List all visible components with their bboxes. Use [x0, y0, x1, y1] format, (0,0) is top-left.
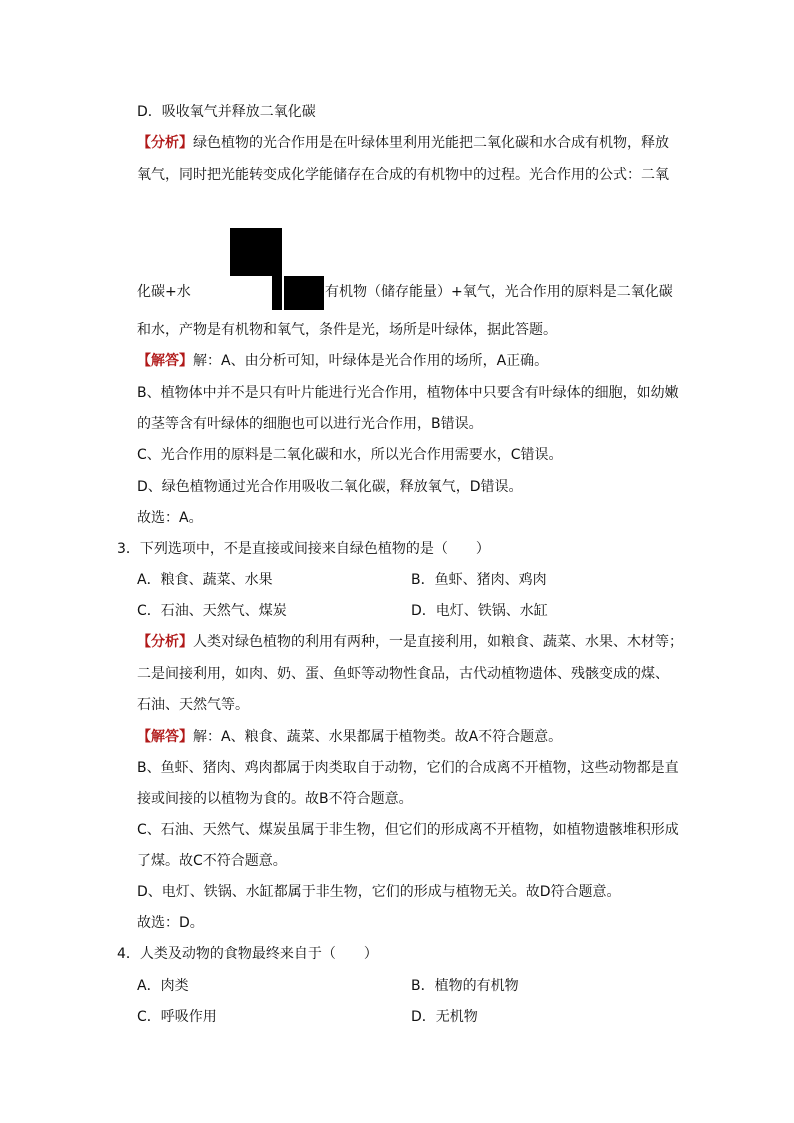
q3-answer-line-2: B、鱼虾、猪肉、鸡肉都属于肉类取自于动物，它们的合成离不开植物，这些动物都是直 [137, 760, 679, 776]
q3-answer-line-5: 了煤。故C不符合题意。 [137, 853, 287, 869]
q2-answer-line-5: D、绿色植物通过光合作用吸收二氧化碳，释放氧气，D错误。 [137, 479, 523, 495]
q3-analysis-line-3: 石油、天然气等。 [137, 697, 249, 713]
q3-analysis-line-2: 二是间接利用，如肉、奶、蛋、鱼虾等动物性食品，古代动植物遗体、残骸变成的煤、 [137, 666, 669, 682]
q4-stem: 4．人类及动物的食物最终来自于（ ） [117, 946, 378, 962]
answer-tag: 【解答】 [137, 353, 193, 369]
q2-analysis-line-2: 氧气，同时把光能转变成化学能储存在合成的有机物中的过程。光合作用的公式：二氧 [137, 167, 669, 183]
q2-answer-line-1 [137, 351, 548, 371]
q2-analysis-text-1: 绿色植物的光合作用是在叶绿体里利用光能把二氧化碳和水合成有机物，释放 [193, 135, 669, 151]
analysis-tag: 【分析】 [137, 634, 193, 650]
q3-answer-line-7: 故选：D。 [137, 915, 204, 931]
q2-analysis-line-4: 和水，产物是有机物和氧气，条件是光，场所是叶绿体，据此答题。 [137, 322, 557, 338]
q4-option-c: C．呼吸作用 [137, 1009, 217, 1025]
q3-option-a: A．粮食、蔬菜、水果 [137, 572, 273, 588]
q3-option-d: D．电灯、铁锅、水缸 [411, 603, 548, 619]
q3-option-c: C．石油、天然气、煤炭 [137, 603, 287, 619]
q2-answer-text-1: 解：A、由分析可知，叶绿体是光合作用的场所，A正确。 [193, 353, 549, 369]
q3-answer-line-4: C、石油、天然气、煤炭虽属于非生物，但它们的形成离不开植物，如植物遗骸堆积形成 [137, 822, 679, 838]
q2-analysis-line-3-right: 有机物（储存能量）+氧气，光合作用的原料是二氧化碳 [325, 284, 673, 300]
q3-answer-line-6: D、电灯、铁锅、水缸都属于非生物，它们的形成与植物无关。故D符合题意。 [137, 884, 621, 900]
q3-option-b: B．鱼虾、猪肉、鸡肉 [411, 572, 547, 588]
q3-stem: 3．下列选项中，不是直接或间接来自绿色植物的是（ ） [117, 541, 490, 557]
answer-tag: 【解答】 [137, 729, 193, 745]
q2-answer-line-3: 的茎等含有叶绿体的细胞也可以进行光合作用，B错误。 [137, 416, 483, 432]
formula-image-block [230, 228, 282, 276]
formula-image-block [272, 276, 324, 310]
q2-analysis-line-1 [137, 133, 669, 153]
q3-answer-line-3: 接或间接的以植物为食的。故B不符合题意。 [137, 791, 413, 807]
q3-analysis-line-1 [137, 632, 683, 652]
q3-answer-text-1: 解：A、粮食、蔬菜、水果都属于植物类。故A不符合题意。 [193, 729, 563, 745]
q3-analysis-text-1: 人类对绿色植物的利用有两种，一是直接利用，如粮食、蔬菜、水果、木材等； [193, 634, 683, 650]
q2-answer-line-2: B、植物体中并不是只有叶片能进行光合作用，植物体中只要含有叶绿体的细胞，如幼嫩 [137, 385, 679, 401]
q4-option-b: B．植物的有机物 [411, 978, 519, 994]
q2-analysis-line-3-left: 化碳+水 [137, 284, 191, 300]
q2-answer-line-6: 故选：A。 [137, 510, 203, 526]
q2-option-d: D．吸收氧气并释放二氧化碳 [137, 104, 316, 120]
q2-answer-line-4: C、光合作用的原料是二氧化碳和水，所以光合作用需要水，C错误。 [137, 447, 563, 463]
q4-option-a: A．肉类 [137, 978, 189, 994]
q3-answer-line-1 [137, 727, 562, 747]
q4-option-d: D．无机物 [411, 1009, 478, 1025]
analysis-tag: 【分析】 [137, 135, 193, 151]
